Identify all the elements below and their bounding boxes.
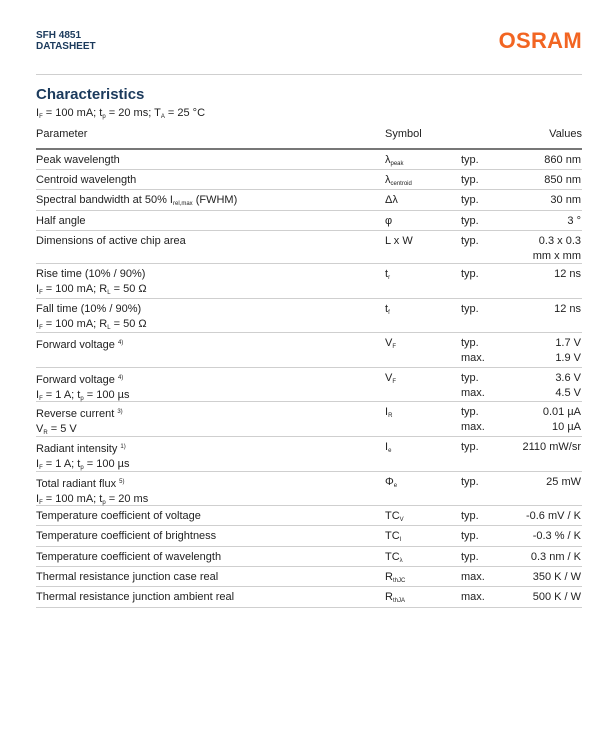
footnote-ref: 3) bbox=[117, 409, 123, 415]
parameter-condition: $I_F = 100$ mA; $t_p = 20$ ms bbox=[36, 493, 149, 506]
value: 850 nm bbox=[544, 174, 581, 186]
column-header-parameter: Parameter bbox=[36, 128, 88, 140]
qualifier-cell bbox=[461, 550, 479, 565]
value: 12 ns bbox=[554, 268, 581, 280]
value-cell bbox=[555, 371, 581, 401]
qualifier-cell bbox=[461, 440, 479, 455]
qualifier-cell bbox=[461, 509, 479, 524]
value: 2110 mW/sr bbox=[522, 441, 581, 453]
value: 4.5 V bbox=[555, 387, 581, 399]
symbol-subscript: F bbox=[392, 344, 397, 350]
table-row bbox=[36, 587, 582, 608]
symbol-cell: $t_f$ bbox=[385, 303, 390, 316]
symbol-cell: $TC_\lambda$ bbox=[385, 551, 403, 564]
document-header bbox=[36, 30, 582, 74]
symbol-subscript: I bbox=[399, 537, 402, 543]
symbol-subscript: peak bbox=[390, 161, 404, 167]
symbol-cell: Δλ bbox=[385, 194, 398, 206]
qualifier: max. bbox=[461, 591, 485, 603]
table-row bbox=[36, 402, 582, 437]
parameter-cell bbox=[36, 550, 221, 565]
qualifier-cell bbox=[461, 302, 479, 317]
parameter-name: Temperature coefficient of voltage bbox=[36, 510, 201, 522]
symbol-subscript: e bbox=[388, 448, 392, 454]
qualifier: typ. bbox=[461, 476, 479, 488]
parameter-cell bbox=[36, 234, 186, 249]
parameter-name: Spectral bandwidth at 50% $I_{rel,max}$ (FWHM) bbox=[36, 194, 238, 207]
footnote-ref: 5) bbox=[119, 479, 125, 485]
parameter-name: Temperature coefficient of wavelength bbox=[36, 551, 222, 563]
symbol-subscript: V bbox=[399, 517, 404, 523]
qualifier-cell bbox=[461, 234, 479, 249]
value: 350 K / W bbox=[532, 571, 581, 583]
parameter-name: Forward voltage $^{4)}$ bbox=[36, 374, 124, 386]
symbol-subscript: r bbox=[388, 275, 391, 281]
value-cell bbox=[555, 336, 581, 366]
symbol-cell: $\lambda_{centroid}$ bbox=[385, 174, 412, 187]
value: 30 nm bbox=[550, 194, 581, 206]
value: -0.6 mV / K bbox=[525, 510, 581, 522]
qualifier: typ. bbox=[461, 154, 479, 166]
symbol-subscript: thJC bbox=[392, 578, 406, 584]
symbol-subscript: f bbox=[388, 310, 390, 316]
qualifier: max. bbox=[461, 421, 485, 433]
parameter-name: Dimensions of active chip area bbox=[36, 235, 186, 247]
value: 0.01 µA bbox=[542, 406, 581, 418]
condition-subscript: p bbox=[102, 500, 106, 506]
symbol-cell: $t_r$ bbox=[385, 268, 391, 281]
parameter-cell bbox=[36, 173, 136, 188]
value-cell bbox=[567, 214, 581, 229]
table-header bbox=[36, 128, 582, 148]
symbol-subscript: thJA bbox=[392, 598, 405, 604]
section-title: Characteristics bbox=[36, 86, 145, 103]
parameter-condition: $I_F = 1$ A; $t_p = 100$ µs bbox=[36, 389, 130, 402]
qualifier-cell bbox=[461, 475, 479, 490]
table-row bbox=[36, 170, 582, 190]
parameter-cell bbox=[36, 405, 123, 441]
product-name: SFH 4851 bbox=[36, 30, 82, 41]
table-row bbox=[36, 264, 582, 299]
qualifier: typ. bbox=[461, 406, 479, 418]
table-row bbox=[36, 472, 582, 506]
value: -0.3 % / K bbox=[532, 530, 581, 542]
table-row bbox=[36, 547, 582, 567]
qualifier-cell bbox=[461, 214, 479, 229]
qualifier-cell bbox=[461, 405, 485, 435]
value: 10 µA bbox=[552, 421, 581, 433]
parameter-condition: $V_R = 5$ V bbox=[36, 423, 77, 436]
footnote-ref: 4) bbox=[117, 375, 124, 381]
value-cell bbox=[544, 173, 581, 188]
symbol-cell: $V_F$ bbox=[385, 372, 397, 385]
parameter-name: Rise time (10% / 90%) bbox=[36, 268, 146, 280]
symbol-subscript: F bbox=[392, 379, 397, 385]
symbol-cell: $R_{thJA}$ bbox=[385, 591, 405, 604]
condition-subscript: L bbox=[107, 325, 111, 331]
symbol-cell: L x W bbox=[385, 235, 413, 247]
qualifier: typ. bbox=[461, 337, 479, 349]
parameter-subscript: rel,max bbox=[172, 201, 193, 207]
condition-subscript: F bbox=[39, 396, 43, 402]
qualifier: typ. bbox=[461, 174, 479, 186]
value: 0.3 nm / K bbox=[530, 551, 581, 563]
qualifier: typ. bbox=[461, 194, 479, 206]
parameter-cell bbox=[36, 302, 147, 336]
qualifier-cell bbox=[461, 267, 479, 282]
table-row bbox=[36, 211, 582, 231]
symbol-cell: $I_R$ bbox=[385, 406, 393, 419]
condition-subscript: F bbox=[39, 290, 43, 296]
value: 3 ° bbox=[567, 215, 581, 227]
symbol-cell: $TC_V$ bbox=[385, 510, 404, 523]
value: 500 K / W bbox=[532, 591, 581, 603]
value: 1.9 V bbox=[555, 352, 581, 364]
value-cell bbox=[533, 529, 581, 544]
value-cell bbox=[554, 267, 581, 282]
value-cell bbox=[533, 590, 581, 605]
parameter-cell bbox=[36, 509, 201, 524]
value-cell bbox=[523, 440, 581, 455]
value: 0.3 x 0.3 bbox=[538, 235, 581, 247]
qualifier: typ. bbox=[461, 441, 479, 453]
table-row bbox=[36, 150, 582, 170]
value-cell bbox=[533, 570, 581, 585]
table-row bbox=[36, 190, 582, 211]
parameter-name: Total radiant flux $^{5)}$ bbox=[36, 478, 125, 490]
qualifier-cell bbox=[461, 153, 479, 168]
symbol-cell: $I_e$ bbox=[385, 441, 392, 454]
parameter-name: Peak wavelength bbox=[36, 154, 120, 166]
qualifier: typ. bbox=[461, 551, 479, 563]
parameter-cell bbox=[36, 193, 237, 212]
parameter-cell bbox=[36, 529, 216, 544]
parameter-name: Half angle bbox=[36, 215, 86, 227]
value-cell bbox=[543, 405, 581, 435]
value-cell bbox=[544, 153, 581, 168]
test-conditions: $I_F = 100$ mA; $t_p = 20$ ms; $T_A = 25$ °C bbox=[36, 107, 206, 120]
osram-logo: OSRAM bbox=[498, 28, 582, 53]
qualifier-cell bbox=[461, 173, 479, 188]
condition-subscript: F bbox=[39, 325, 43, 331]
symbol-subscript: centroid bbox=[390, 181, 412, 187]
symbol-cell: φ bbox=[385, 215, 393, 227]
parameter-condition: $I_F = 100$ mA; $R_L = 50$ Ω bbox=[36, 283, 147, 296]
table-row bbox=[36, 437, 582, 472]
qualifier-cell bbox=[461, 529, 479, 544]
parameter-name: Forward voltage $^{4)}$ bbox=[36, 339, 124, 351]
column-header-symbol: Symbol bbox=[385, 128, 422, 140]
symbol-cell: $V_F$ bbox=[385, 337, 397, 350]
parameter-cell bbox=[36, 267, 147, 301]
value-cell bbox=[546, 475, 581, 490]
symbol-cell: $R_{thJC}$ bbox=[385, 571, 406, 584]
value-cell bbox=[550, 193, 581, 208]
parameter-cell bbox=[36, 440, 129, 476]
qualifier: max. bbox=[461, 352, 485, 364]
qualifier-cell bbox=[461, 371, 485, 401]
qualifier: typ. bbox=[461, 268, 479, 280]
condition-subscript: p bbox=[80, 396, 84, 402]
qualifier: typ. bbox=[461, 372, 479, 384]
value: 1.7 V bbox=[555, 337, 581, 349]
table-row bbox=[36, 231, 582, 264]
value: mm x mm bbox=[532, 250, 581, 262]
parameter-name: Thermal resistance junction ambient real bbox=[36, 591, 235, 603]
parameter-cell bbox=[36, 214, 86, 229]
parameter-cell bbox=[36, 590, 234, 605]
value-cell bbox=[526, 509, 581, 524]
value: 3.6 V bbox=[555, 372, 581, 384]
qualifier: max. bbox=[461, 387, 485, 399]
condition-subscript: F bbox=[39, 465, 43, 471]
value-cell bbox=[533, 234, 581, 264]
footnote-ref: 1) bbox=[120, 444, 126, 450]
qualifier-cell bbox=[461, 193, 479, 208]
table-row bbox=[36, 333, 582, 368]
condition-subscript: R bbox=[43, 430, 48, 436]
table-row bbox=[36, 368, 582, 402]
symbol-cell: $\lambda_{peak}$ bbox=[385, 154, 404, 167]
parameter-name: Thermal resistance junction case real bbox=[36, 571, 219, 583]
column-header-values: Values bbox=[549, 128, 582, 140]
qualifier: typ. bbox=[461, 235, 479, 247]
qualifier: typ. bbox=[461, 530, 479, 542]
qualifier-cell bbox=[461, 570, 485, 585]
symbol-cell: $\Phi_e$ bbox=[385, 476, 398, 489]
qualifier: typ. bbox=[461, 510, 479, 522]
parameter-cell bbox=[36, 570, 218, 585]
parameter-name: Reverse current $^{3)}$ bbox=[36, 408, 123, 420]
value-cell bbox=[554, 302, 581, 317]
parameter-name: Centroid wavelength bbox=[36, 174, 137, 186]
table-row bbox=[36, 299, 582, 333]
characteristics-table bbox=[36, 150, 582, 608]
parameter-cell bbox=[36, 336, 123, 353]
symbol-subscript: R bbox=[388, 413, 393, 419]
qualifier: max. bbox=[461, 571, 485, 583]
value: 12 ns bbox=[554, 303, 581, 315]
condition-subscript: p bbox=[80, 465, 84, 471]
condition-subscript: F bbox=[39, 500, 43, 506]
table-row bbox=[36, 506, 582, 526]
symbol-subscript: e bbox=[393, 483, 398, 489]
symbol-cell: $TC_I$ bbox=[385, 530, 402, 543]
document-type: DATASHEET bbox=[36, 41, 96, 52]
parameter-condition: $I_F = 100$ mA; $R_L = 50$ Ω bbox=[36, 318, 147, 331]
parameter-name: Radiant intensity $^{1)}$ bbox=[36, 443, 126, 455]
condition-subscript: L bbox=[107, 290, 111, 296]
table-row bbox=[36, 567, 582, 587]
parameter-name: Fall time (10% / 90%) bbox=[36, 303, 142, 315]
qualifier: typ. bbox=[461, 303, 479, 315]
symbol-subscript: λ bbox=[399, 558, 403, 564]
qualifier-cell bbox=[461, 590, 485, 605]
qualifier-cell bbox=[461, 336, 485, 366]
table-row bbox=[36, 526, 582, 547]
parameter-name: Temperature coefficient of brightness bbox=[36, 530, 217, 542]
header-divider bbox=[36, 74, 582, 75]
footnote-ref: 4) bbox=[117, 340, 124, 346]
parameter-cell bbox=[36, 153, 120, 168]
value: 860 nm bbox=[544, 154, 581, 166]
qualifier: typ. bbox=[461, 215, 479, 227]
value-cell bbox=[531, 550, 581, 565]
value: 25 mW bbox=[546, 476, 581, 488]
parameter-condition: $I_F = 1$ A; $t_p = 100$ µs bbox=[36, 458, 130, 471]
